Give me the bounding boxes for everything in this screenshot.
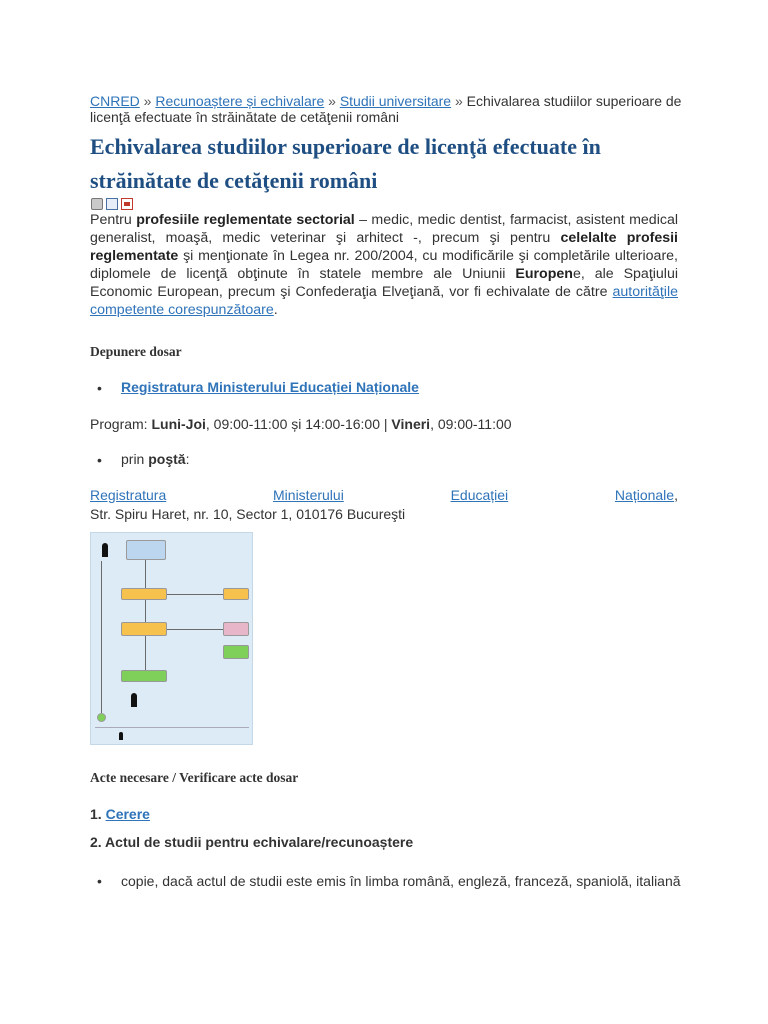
intro-paragraph [90, 211, 678, 319]
breadcrumb [90, 93, 690, 125]
item-2-heading: 2. Actul de studii pentru echivalare/recunoaștere [90, 834, 414, 850]
bullet-icon: • [97, 380, 102, 396]
intro-text: – medic, medic dentist, farmacist, asistent medical generalist, moaşă, medic veterinar şi arhitect -, precum şi pentru [90, 212, 678, 246]
diagram-divider [95, 727, 249, 728]
diagram-connector [145, 636, 146, 670]
diagram-connector [101, 561, 102, 713]
breadcrumb-current: Echivalarea studiilor superioare de licenţă efectuate în străinătate de cetăţenii români [90, 93, 682, 125]
intro-bold-text: Europen [515, 266, 573, 282]
address-link-word[interactable]: Naționale [614, 487, 675, 503]
address-link-word[interactable]: Educației [450, 487, 509, 503]
diagram-box [121, 670, 167, 682]
program-hours: , 09:00-11:00 [430, 416, 512, 432]
diagram-box [121, 588, 167, 600]
post-text: prin [121, 451, 149, 467]
diagram-box [223, 622, 249, 636]
section-heading-acte: Acte necesare / Verificare acte dosar [90, 770, 299, 785]
process-diagram-image [90, 532, 253, 745]
address-link-end [615, 487, 678, 503]
registry-link[interactable]: Registratura Ministerului Educației Naționale [121, 379, 419, 395]
address-comma: , [674, 487, 678, 503]
diagram-box [223, 645, 249, 659]
bullet-icon: • [97, 452, 102, 468]
diagram-connector [167, 594, 223, 595]
breadcrumb-link-cnred[interactable]: CNRED [90, 93, 140, 109]
program-days: Vineri [391, 416, 431, 432]
program-days: Luni-Joi [151, 416, 206, 432]
diagram-box [126, 540, 166, 560]
intro-text: Pentru [90, 212, 137, 228]
printer-icon[interactable] [91, 198, 103, 210]
breadcrumb-link-studii[interactable]: Studii universitare [339, 93, 452, 109]
post-text: : [185, 451, 190, 467]
intro-text: e, ale Spaţiului Economic European, precum şi Confederaţia Elveţiană, vor fi echivalate de către [90, 266, 678, 300]
section-heading-depunere: Depunere dosar [90, 344, 182, 359]
item-1 [90, 806, 150, 822]
bullet-icon: • [97, 873, 102, 889]
item-number: 1. [90, 806, 106, 822]
page-toolbar [91, 198, 133, 212]
address-line-1 [90, 487, 678, 503]
program-line [90, 416, 512, 432]
diagram-connector [145, 560, 146, 588]
person-icon [131, 693, 137, 707]
address-line-2: Str. Spiru Haret, nr. 10, Sector 1, 010176 Bucureşti [90, 506, 406, 522]
person-icon [102, 543, 108, 557]
breadcrumb-link-recunoastere[interactable]: Recunoaștere și echivalare [155, 93, 325, 109]
registry-item [121, 379, 419, 395]
post-bold-text: poştă [148, 451, 186, 467]
program-hours: , 09:00-11:00 și 14:00-16:00 | [205, 416, 392, 432]
breadcrumb-separator: » [143, 93, 152, 109]
program-label: Program: [90, 416, 152, 432]
intro-bold-text: profesiile reglementate sectorial [136, 212, 355, 228]
page-title: Echivalarea studiilor superioare de licenţă efectuate în străinătate de cetăţenii români [90, 134, 601, 193]
competent-authorities-link[interactable]: autorităţile competente corespunzătoare [90, 284, 678, 318]
diagram-connector [167, 629, 223, 630]
email-icon[interactable] [106, 198, 118, 210]
diagram-connector [145, 600, 146, 622]
breadcrumb-separator: » [454, 93, 463, 109]
diagram-box [121, 622, 167, 636]
intro-text: şi menţionate în Legea nr. 200/2004, cu modificările şi completările ulterioare, diplomele de licenţă obţinute în statele membre ale Uniunii [90, 248, 678, 282]
intro-bold-text: celelalte profesii reglementate [90, 230, 679, 264]
cerere-link[interactable]: Cerere [105, 806, 150, 822]
address-link-word[interactable]: Ministerului [273, 487, 344, 503]
intro-text: . [273, 302, 278, 318]
diagram-box [97, 713, 106, 722]
person-icon [119, 732, 123, 740]
breadcrumb-separator: » [328, 93, 336, 109]
diagram-box [223, 588, 249, 600]
post-item [121, 451, 189, 467]
pdf-icon[interactable] [121, 198, 133, 210]
address-link-word[interactable]: Registratura [90, 487, 167, 503]
copy-requirement-item: copie, dacă actul de studii este emis în limba română, engleză, franceză, spaniolă, italiană [121, 873, 681, 889]
